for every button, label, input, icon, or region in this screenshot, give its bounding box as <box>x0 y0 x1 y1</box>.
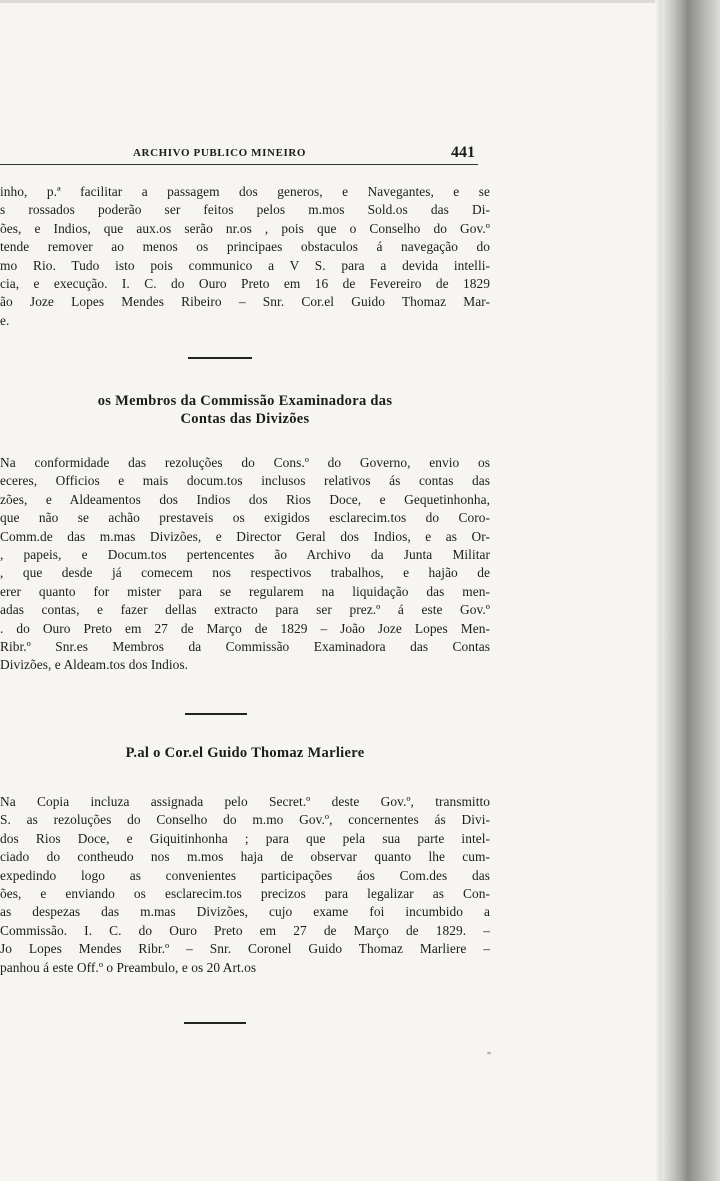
page-number: 441 <box>451 144 475 161</box>
text-line: panhou á este Off.º o Preambulo, e os 20 Art.os <box>0 959 257 975</box>
text-line: expedindo logo as convenientes participações áos Com.des das <box>0 867 490 883</box>
text-line: as despezas das m.mas Divizões, cujo exame foi incumbido a <box>0 904 490 920</box>
text-line: dos Rios Doce, e Giquitinhonha ; para que pela sua parte intel- <box>0 830 490 846</box>
text-line: ciado do contheudo nos m.mos haja de observar quanto lhe cum- <box>0 849 490 865</box>
text-line: ão Joze Lopes Mendes Ribeiro – Snr. Cor.el Guido Thomaz Mar- <box>0 294 490 310</box>
letter-marliere <box>0 793 490 977</box>
text-line: Jo Lopes Mendes Ribr.º – Snr. Coronel Guido Thomaz Marliere – <box>0 941 490 957</box>
text-line: mo Rio. Tudo isto pois communico a V S. para a devida intelli- <box>0 257 490 273</box>
text-line: s rossados poderão ser feitos pelos m.mos Sold.os das Di- <box>0 202 490 218</box>
text-line: zões, e Aldeamentos dos Indios dos Rios Doce, e Gequetinhonha, <box>0 491 490 507</box>
text-line: Na conformidade das rezoluções do Cons.º do Governo, envio os <box>0 455 490 470</box>
text-line: tende remover ao menos os principaes obstaculos á navegação do <box>0 239 490 255</box>
text-line: eceres, Officios e mais docum.tos inclusos relativos ás contas das <box>0 473 490 489</box>
text-line: e. <box>0 312 10 328</box>
text-line: , papeis, e Docum.tos pertencentes ão Archivo da Junta Militar <box>0 547 490 563</box>
text-line: . do Ouro Preto em 27 de Março de 1829 – João Joze Lopes Men- <box>0 620 490 636</box>
text-line: , que desde já comecem nos respectivos trabalhos, e hajão de <box>0 565 490 581</box>
section-divider <box>184 1022 246 1024</box>
letter-continuation <box>0 183 490 330</box>
text-line: inho, p.ª facilitar a passagem dos generos, e Navegantes, e se <box>0 184 490 199</box>
text-line: cia, e execução. I. C. do Ouro Preto em 16 de Fevereiro de 1829 <box>0 276 490 292</box>
section-heading: os Membros da Commissão Examinadora das <box>97 393 393 409</box>
section-divider <box>185 713 247 715</box>
text-line: ões, e enviando os esclarecim.tos precizos para legalizar as Con- <box>0 886 490 902</box>
text-line: S. as rezoluções do Conselho do m.mo Gov.º, concernentes ás Divi- <box>0 812 490 828</box>
margin-mark: " <box>487 1051 492 1062</box>
running-head-rule <box>0 164 478 165</box>
letter-commissao <box>0 454 490 675</box>
text-line: Na Copia incluza assignada pelo Secret.º deste Gov.º, transmitto <box>0 794 490 809</box>
book-spine <box>662 0 720 1181</box>
text-line: Ribr.º Snr.es Membros da Commissão Examinadora das Contas <box>0 639 490 655</box>
top-edge-rule <box>0 0 655 3</box>
text-line: Commissão. I. C. do Ouro Preto em 27 de Março de 1829. – <box>0 922 490 938</box>
text-line: Comm.de das m.mas Divizões, e Director Geral dos Indios, e as Or- <box>0 528 490 544</box>
running-head-title: ARCHIVO PUBLICO MINEIRO <box>133 147 307 159</box>
section-heading: Contas das Divizões <box>180 411 310 427</box>
text-line: erer quanto for mister para se regularem na liquidação das men- <box>0 583 490 599</box>
text-line: Divizões, e Aldeam.tos dos Indios. <box>0 657 189 673</box>
text-line: que não se achão prestaveis os exigidos esclarecim.tos do Coro- <box>0 510 490 526</box>
text-line: adas contas, e fazer dellas extracto para ser prez.º á este Gov.º <box>0 602 490 618</box>
text-line: ões, e Indios, que aux.os serão nr.os , pois que o Conselho do Gov.º <box>0 220 490 236</box>
section-heading: P.al o Cor.el Guido Thomaz Marliere <box>125 745 365 761</box>
section-divider <box>188 357 252 359</box>
